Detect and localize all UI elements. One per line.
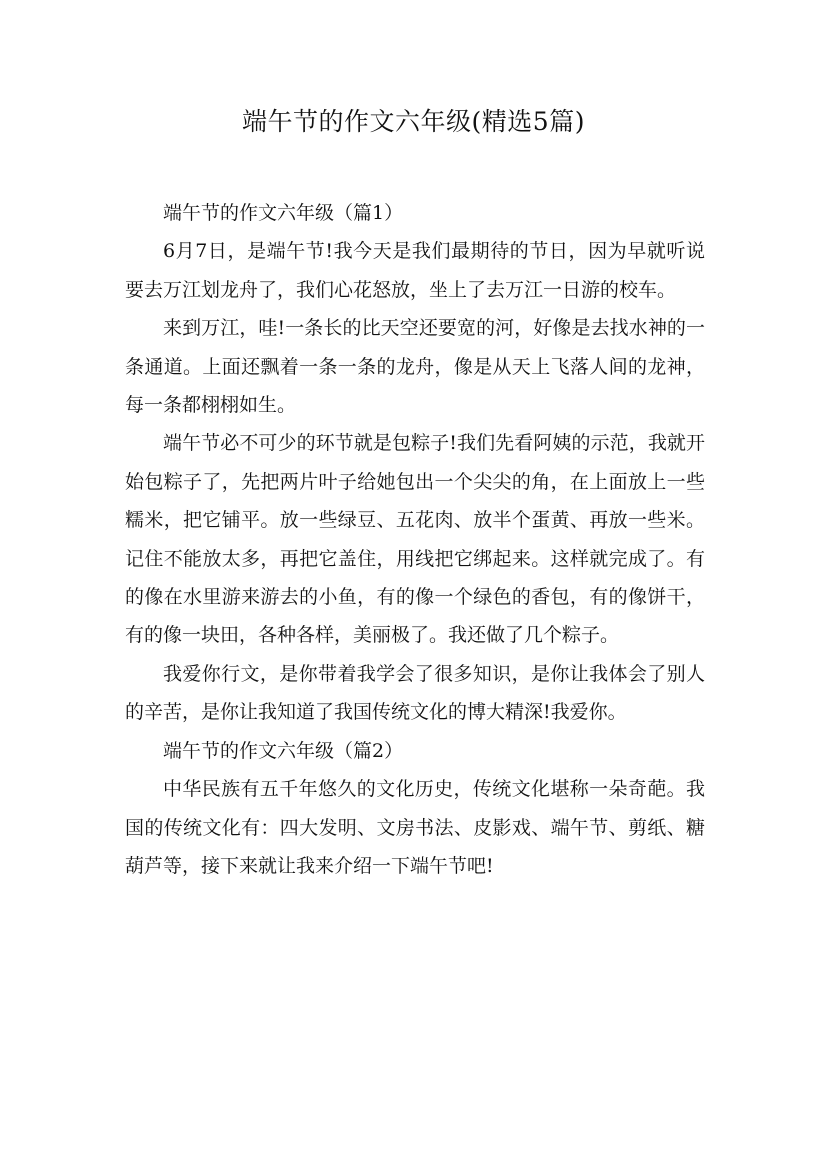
paragraph-2-1: 中华民族有五千年悠久的文化历史，传统文化堪称一朵奇葩。我国的传统文化有：四大发明、文房书法、皮影戏、端午节、剪纸、糖葫芦等，接下来就让我来介绍一下端午节吧! [125,778,705,877]
document-body [125,194,705,885]
paragraph-1-3: 端午节必不可少的环节就是包粽子!我们先看阿姨的示范，我就开始包粽子了，先把两片叶子给她包出一个尖尖的角，在上面放上一些糯米，把它铺平。放一些绿豆、五花肉、放半个蛋黄、再放一些米。记住不能放太多，再把它盖住，用线把它绑起来。这样就完成了。有的像在水里游来游去的小鱼，有的像一个绿色的香包，有的像饼干，有的像一块田，各种各样，美丽极了。我还做了几个粽子。 [125,432,705,647]
document-title: 端午节的作文六年级(精选5篇) [242,107,585,136]
section-heading-2: 端午节的作文六年级（篇2） [163,739,404,762]
paragraph-1-2: 来到万江，哇!一条长的比天空还要宽的河，好像是去找水神的一条通道。上面还飘着一条一条的龙舟，像是从天上飞落人间的龙神，每一条都栩栩如生。 [125,317,705,417]
section-heading-1: 端午节的作文六年级（篇1） [163,202,404,224]
paragraph-1-1: 6月7日，是端午节!我今天是我们最期待的节日，因为早就听说要去万江划龙舟了，我们心花怒放，坐上了去万江一日游的校车。 [125,240,705,301]
paragraph-1-4: 我爱你行文，是你带着我学会了很多知识，是你让我体会了别人的辛苦，是你让我知道了我国传统文化的博大精深!我爱你。 [125,662,705,724]
